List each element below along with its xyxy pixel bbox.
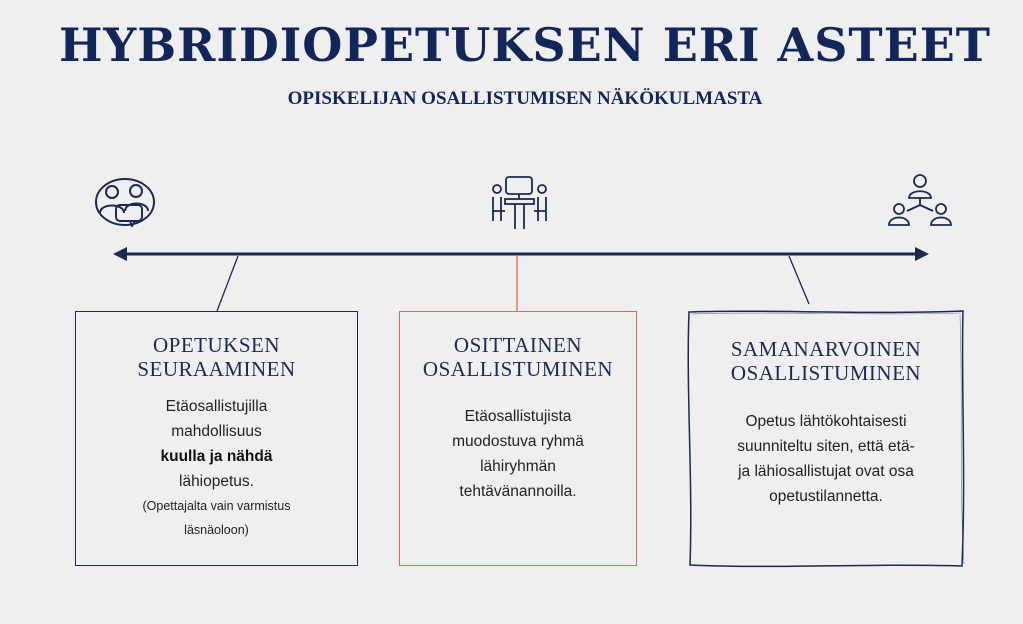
- card-title: OPETUKSEN SEURAAMINEN: [137, 333, 296, 381]
- card-body: Etäosallistujista muodostuva ryhmä lähiryhmän tehtävänannoilla.: [452, 408, 584, 500]
- meeting-table-icon: [491, 175, 549, 231]
- level-card-partial: [399, 311, 637, 566]
- card-note: (Opettajalta vain varmistus läsnäoloon): [142, 499, 291, 537]
- page-subtitle: OPISKELIJAN OSALLISTUMISEN NÄKÖKULMASTA: [287, 88, 763, 109]
- level-card-equal: [688, 310, 964, 567]
- card-body: Etäosallistujilla mahdollisuus kuulla ja nähdä lähiopetus.: [160, 398, 273, 490]
- axis-arrow-left: [113, 247, 127, 261]
- page-title: HYBRIDIOPETUKSEN ERI ASTEET: [58, 18, 992, 72]
- group-discussion-icon: [94, 177, 156, 227]
- connector-line-3: [789, 256, 809, 304]
- card-body: Opetus lähtökohtaisesti suunniteltu siten, että etä- ja lähiosallistujat ovat osa opetustilannetta.: [737, 413, 915, 505]
- card-title: SAMANARVOINEN OSALLISTUMINEN: [730, 337, 922, 385]
- level-card-following: [75, 311, 358, 566]
- axis-arrow-right: [915, 247, 929, 261]
- connector-line-1: [217, 256, 238, 311]
- card-title: OSITTAINEN OSALLISTUMINEN: [422, 333, 614, 381]
- network-people-icon: [887, 173, 953, 227]
